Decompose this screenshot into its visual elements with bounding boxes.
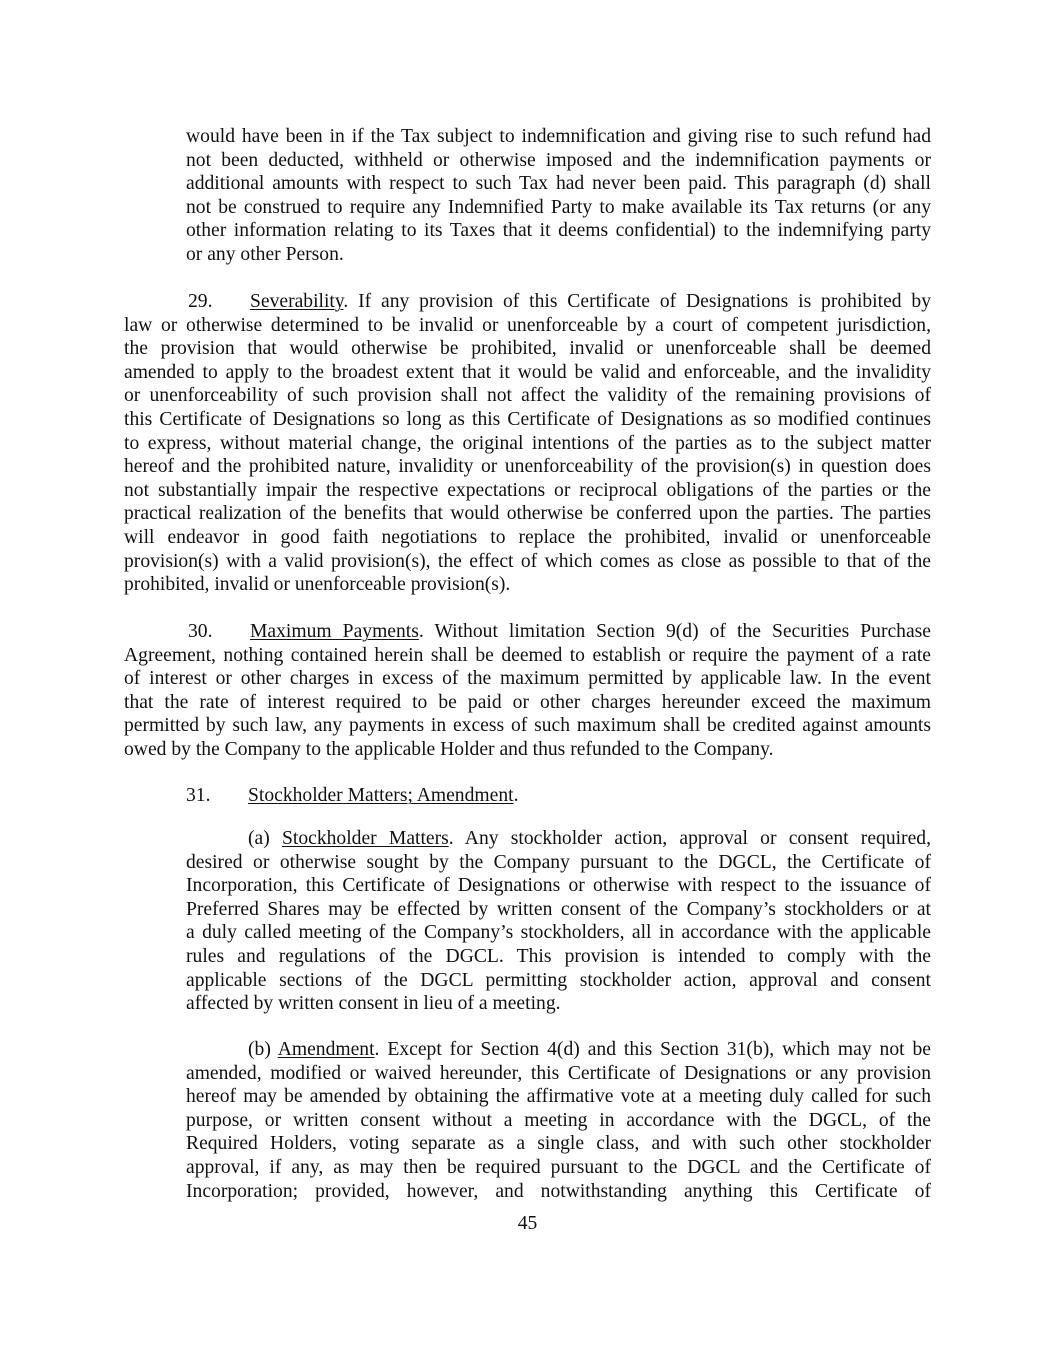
section-31a-stockholder-matters bbox=[186, 827, 931, 1016]
text-line: Required Holders, voting separate as a single class, and with such other stockholder bbox=[186, 1133, 931, 1155]
text-line: rules and regulations of the DGCL. This provision is intended to comply with the bbox=[186, 945, 931, 967]
subsection-first-line bbox=[186, 1038, 931, 1062]
subsection-label: (a) bbox=[248, 828, 282, 849]
section-number: 30. bbox=[188, 621, 213, 642]
text-line: or unenforceability of such provision shall not affect the validity of the remaining provisions of bbox=[124, 385, 931, 407]
section-number: 29. bbox=[188, 291, 213, 312]
text-line: not be construed to require any Indemnified Party to make available its Tax returns (or any bbox=[186, 196, 931, 218]
text-line: permitted by such law, any payments in excess of such maximum shall be credited against amounts bbox=[124, 715, 931, 737]
text-line: desired or otherwise sought by the Company pursuant to the DGCL, the Certificate of bbox=[186, 851, 931, 873]
section-29-severability bbox=[124, 290, 931, 597]
text-line: provision(s) with a valid provision(s), the effect of which comes as close as possible to that of the bbox=[124, 550, 931, 572]
subsection-text: . Any stockholder action, approval or consent required, bbox=[448, 828, 931, 849]
section-number: 31. bbox=[186, 785, 211, 806]
text-line: hereof may be amended by obtaining the affirmative vote at a meeting duly called for such bbox=[186, 1086, 931, 1108]
text-line: Incorporation, this Certificate of Designations or otherwise with respect to the issuance of bbox=[186, 875, 931, 897]
text-line: hereof and the prohibited nature, invalidity or unenforceability of the provision(s) in question does bbox=[124, 456, 931, 478]
text-line: applicable sections of the DGCL permitting stockholder action, approval and consent bbox=[186, 969, 931, 991]
text-line: a duly called meeting of the Company’s stockholders, all in accordance with the applicable bbox=[186, 922, 931, 944]
text-line: to express, without material change, the original intentions of the parties as to the subject matter bbox=[124, 432, 931, 454]
continuation-paragraph bbox=[186, 125, 931, 267]
text-line: not been deducted, withheld or otherwise imposed and the indemnification payments or bbox=[186, 149, 931, 171]
text-line: not substantially impair the respective expectations or reciprocal obligations of the parties or the bbox=[124, 479, 931, 501]
subsection-heading: Stockholder Matters bbox=[281, 828, 449, 849]
text-line: approval, if any, as may then be required pursuant to the DGCL and the Certificate of bbox=[186, 1156, 931, 1178]
page-number: 45 bbox=[517, 1213, 538, 1234]
text-line: would have been in if the Tax subject to indemnification and giving rise to such refund had bbox=[186, 126, 931, 147]
text-line: amended to apply to the broadest extent that it would be valid and enforceable, and the invalidity bbox=[124, 361, 931, 383]
text-line: the provision that would otherwise be prohibited, invalid or unenforceable shall be deemed bbox=[124, 338, 931, 360]
text-line: law or otherwise determined to be invalid or unenforceable by a court of competent jurisdiction, bbox=[124, 314, 931, 336]
text-line: other information relating to its Taxes that it deems confidential) to the indemnifying party bbox=[186, 220, 931, 242]
text-line: Incorporation; provided, however, and notwithstanding anything this Certificate of bbox=[186, 1180, 931, 1202]
text-line: will endeavor in good faith negotiations to replace the prohibited, invalid or unenforceable bbox=[124, 526, 931, 548]
text-line: that the rate of interest required to be paid or other charges hereunder exceed the maximum bbox=[124, 691, 931, 713]
text-line: Preferred Shares may be effected by written consent of the Company’s stockholders or at bbox=[186, 898, 931, 920]
text-line: additional amounts with respect to such Tax had never been paid. This paragraph (d) shall bbox=[186, 173, 931, 195]
text-line: amended, modified or waived hereunder, this Certificate of Designations or any provision bbox=[186, 1062, 931, 1084]
text-line: or any other Person. bbox=[186, 243, 344, 265]
section-text: . If any provision of this Certificate of Designations is prohibited by bbox=[343, 291, 931, 312]
text-line: owed by the Company to the applicable Holder and thus refunded to the Company. bbox=[124, 738, 774, 760]
section-heading-suffix: . bbox=[513, 785, 519, 806]
section-30-maximum-payments bbox=[124, 620, 931, 762]
text-line: purpose, or written consent without a meeting in accordance with the DGCL, of the bbox=[186, 1109, 931, 1131]
text-line: Agreement, nothing contained herein shall be deemed to establish or require the payment of a rate bbox=[124, 644, 931, 666]
text-line: practical realization of the benefits that would otherwise be conferred upon the parties. The parties bbox=[124, 503, 931, 525]
subsection-heading: Amendment bbox=[277, 1039, 375, 1060]
section-heading: Maximum Payments bbox=[250, 621, 419, 642]
text-line: of interest or other charges in excess of the maximum permitted by applicable law. In the event bbox=[124, 668, 931, 690]
section-first-line bbox=[124, 290, 931, 314]
section-31b-amendment bbox=[186, 1038, 931, 1203]
text-line: affected by written consent in lieu of a meeting. bbox=[186, 993, 561, 1015]
section-heading: Stockholder Matters; Amendment bbox=[248, 785, 514, 806]
section-first-line bbox=[186, 784, 931, 808]
text-line: prohibited, invalid or unenforceable provision(s). bbox=[124, 574, 511, 596]
subsection-text: . Except for Section 4(d) and this Section 31(b), which may not be bbox=[374, 1039, 931, 1060]
section-31-heading bbox=[186, 784, 931, 808]
text-line: this Certificate of Designations so long as this Certificate of Designations as so modified continues bbox=[124, 408, 931, 430]
section-heading: Severability bbox=[250, 291, 344, 312]
section-text: . Without limitation Section 9(d) of the Securities Purchase bbox=[418, 621, 931, 642]
subsection-first-line bbox=[186, 827, 931, 851]
subsection-label: (b) bbox=[248, 1039, 278, 1060]
section-first-line bbox=[124, 620, 931, 644]
